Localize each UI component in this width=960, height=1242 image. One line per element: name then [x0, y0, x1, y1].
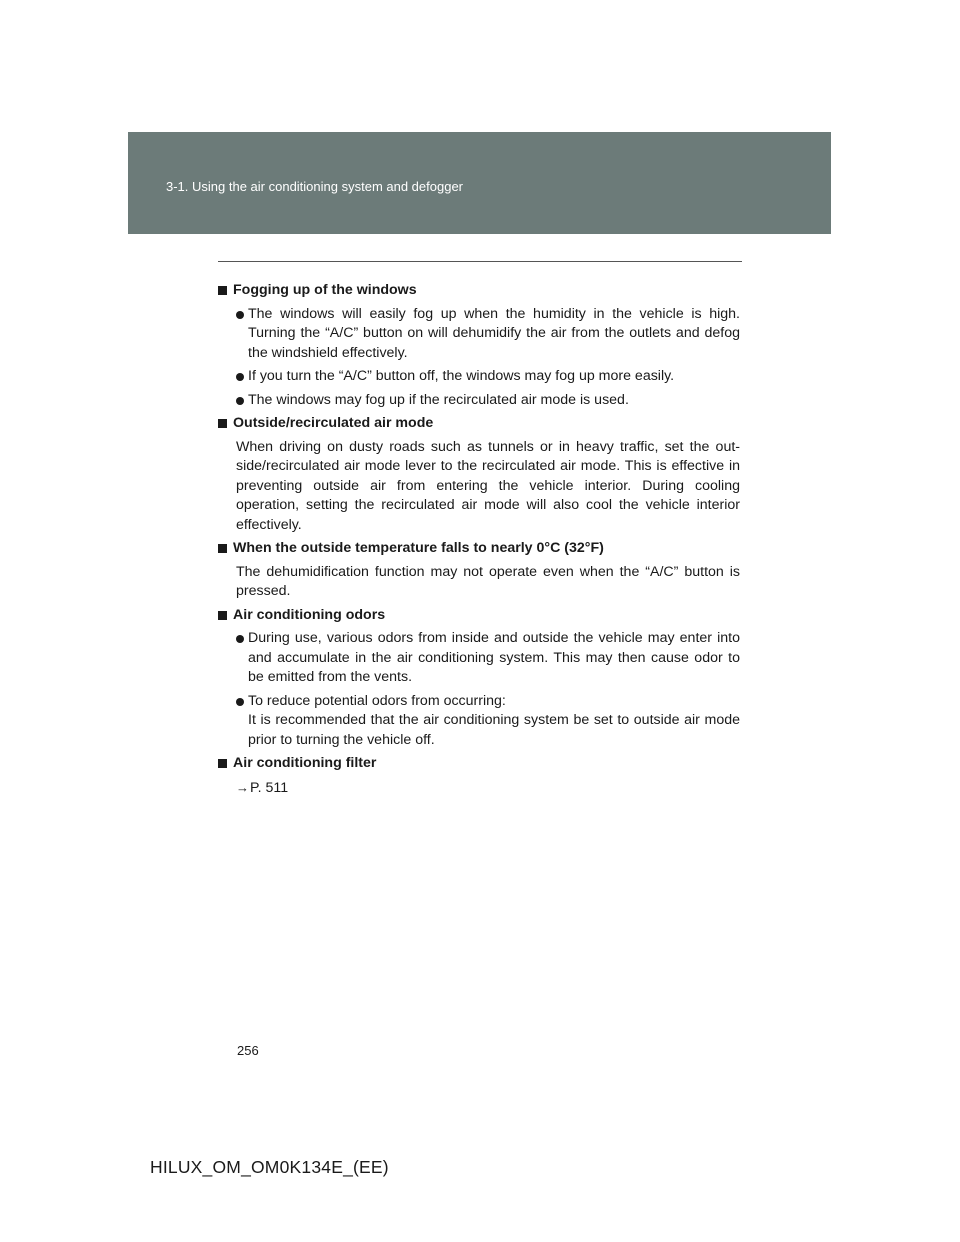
section-heading: Air conditioning odors	[218, 606, 740, 626]
section-heading: Fogging up of the windows	[218, 281, 740, 301]
round-bullet-icon	[236, 635, 244, 643]
round-bullet-icon	[236, 311, 244, 319]
list-item: To reduce potential odors from occurring: It is recommended that the air conditioning system be set to outside air mode prior to turning the vehicle off.	[236, 692, 740, 751]
square-bullet-icon	[218, 611, 227, 620]
round-bullet-icon	[236, 397, 244, 405]
section-fogging	[218, 281, 740, 410]
paragraph: The dehumidification function may not operate even when the “A/C” button is pressed.	[236, 563, 740, 599]
list-item: During use, various odors from inside and outside the vehicle may enter into and accumulate in the air conditioning system. This may then cause odor to be emitted from the vents.	[236, 629, 740, 688]
section-heading: Air conditioning filter	[218, 754, 740, 774]
list-item: The windows may fog up if the recirculated air mode is used.	[236, 391, 740, 411]
divider	[218, 261, 742, 262]
section-title: 3-1. Using the air conditioning system and defogger	[166, 179, 464, 194]
square-bullet-icon	[218, 286, 227, 295]
square-bullet-icon	[218, 419, 227, 428]
list-item: The windows will easily fog up when the humidity in the vehicle is high. Turning the “A/C” button on will dehumidify the air from the outlets and defog the windshield effectively.	[236, 305, 740, 364]
section-heading: When the outside temperature falls to nearly 0°C (32°F)	[218, 539, 740, 559]
section-outside-air	[218, 414, 740, 535]
round-bullet-icon	[236, 373, 244, 381]
section-heading: Outside/recirculated air mode	[218, 414, 740, 434]
paragraph: When driving on dusty roads such as tunnels or in heavy traffic, set the out-side/recirculated air mode lever to the recirculated air mode. This is effective in preventing outside air from entering the vehicle interior. During cooling operation, setting the recirculated air mode will also cool the vehicle interior effectively.	[236, 438, 740, 533]
round-bullet-icon	[236, 698, 244, 706]
square-bullet-icon	[218, 759, 227, 768]
document-id: HILUX_OM_OM0K134E_(EE)	[150, 1157, 389, 1177]
list-item: If you turn the “A/C” button off, the windows may fog up more easily.	[236, 367, 740, 387]
content	[218, 281, 740, 798]
header-band	[128, 132, 831, 234]
page-reference-link[interactable]: →P. 511	[236, 779, 289, 796]
section-filter	[218, 754, 740, 798]
page-number: 256	[237, 1043, 259, 1058]
section-odors	[218, 606, 740, 751]
square-bullet-icon	[218, 544, 227, 553]
section-temperature	[218, 539, 740, 602]
arrow-right-icon: →	[236, 779, 249, 795]
